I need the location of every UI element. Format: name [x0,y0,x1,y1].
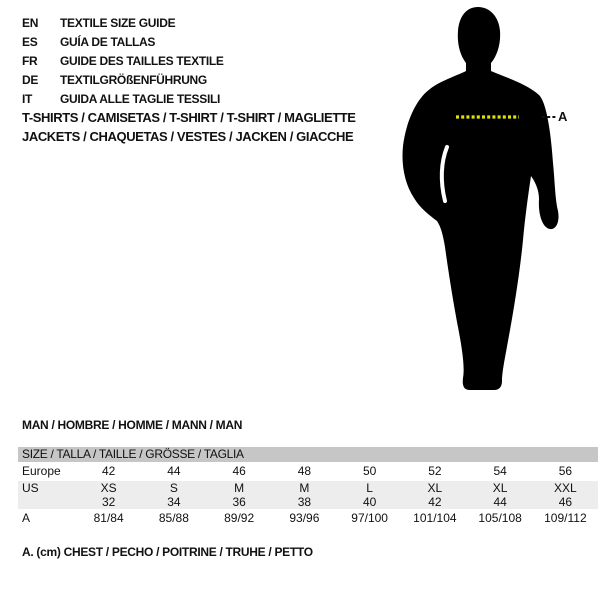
language-label: TEXTILE SIZE GUIDE [60,16,176,30]
table-cell: 46 [558,495,573,509]
section-title-man: MAN / HOMBRE / HOMME / MANN / MAN [22,418,243,432]
language-row-fr [22,52,224,71]
size-table-header: SIZE / TALLA / TAILLE / GRÖSSE / TAGLIA [18,447,598,462]
language-list [22,14,224,109]
language-row-en [22,14,224,33]
language-code: FR [22,54,38,68]
table-cell: 44 [493,495,507,509]
table-row-europe [18,462,598,481]
table-cell: XL [427,481,443,495]
row-label: A [22,511,31,525]
man-silhouette-figure [395,5,580,397]
table-cell: 32 [101,495,116,509]
table-cell: 81/84 [93,511,124,525]
category-jackets: JACKETS / CHAQUETAS / VESTES / JACKEN / GIACCHE [22,129,354,144]
language-label: GUIDE DES TAILLES TEXTILE [60,54,224,68]
language-label: GUÍA DE TALLAS [60,35,156,49]
table-cell: 109/112 [544,511,587,525]
table-cell: L [366,481,373,495]
language-label: TEXTILGRÖßENFÜHRUNG [60,73,207,87]
table-cell: 34 [167,495,181,509]
table-row-us-numeric [18,495,598,509]
language-code: EN [22,16,39,30]
row-label [18,495,76,509]
table-cell: 56 [558,464,573,478]
language-code: DE [22,73,39,87]
table-cell: 93/96 [289,511,320,525]
category-tshirts: T-SHIRTS / CAMISETAS / T-SHIRT / T-SHIRT / MAGLIETTE [22,110,356,125]
table-cell: 52 [428,464,442,478]
table-cell: XS [100,481,117,495]
man-silhouette-svg [395,5,580,397]
table-row-chest-cm [18,509,598,528]
language-code: ES [22,35,38,49]
table-cell: XL [492,481,508,495]
language-row-es [22,33,224,52]
language-row-de [22,71,224,90]
table-cell: 54 [493,464,507,478]
table-cell: 48 [297,464,312,478]
table-cell: M [299,481,310,495]
size-table [18,447,598,528]
table-cell: 38 [297,495,312,509]
language-label: GUIDA ALLE TAGLIE TESSILI [60,92,221,106]
table-cell: 97/100 [351,511,388,525]
language-row-it [22,90,224,109]
table-cell: S [169,481,178,495]
row-label: Europe [22,464,61,478]
man-silhouette-shape [402,7,558,390]
table-cell: 105/108 [478,511,522,525]
table-cell: 40 [362,495,377,509]
table-cell: 101/104 [413,511,457,525]
table-cell: 44 [167,464,181,478]
table-cell: 89/92 [224,511,255,525]
table-cell: M [234,481,245,495]
garment-categories [22,108,356,146]
table-cell: 36 [232,495,246,509]
table-row-us [18,481,598,495]
table-cell: 42 [428,495,442,509]
language-code: IT [22,92,33,106]
table-cell: 46 [232,464,246,478]
table-cell: 85/88 [158,511,189,525]
table-cell: 42 [101,464,116,478]
measurement-footnote: A. (cm) CHEST / PECHO / POITRINE / TRUHE / PETTO [22,545,313,559]
measurement-a-label: A [558,109,568,124]
table-cell: 50 [362,464,377,478]
table-cell: XXL [554,481,577,495]
row-label: US [22,481,39,495]
